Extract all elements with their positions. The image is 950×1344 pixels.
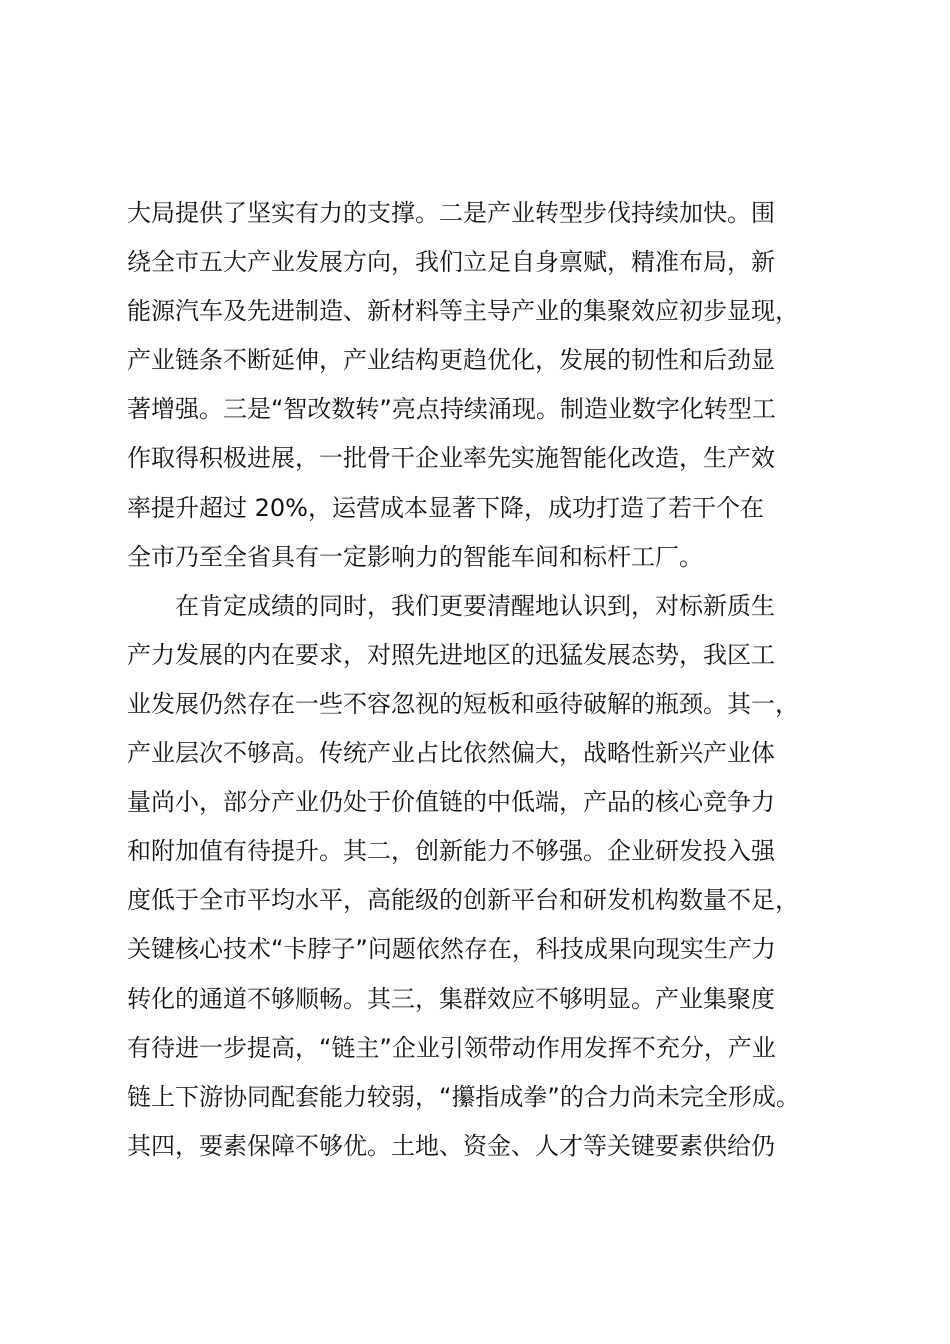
text-line: 和附加值有待提升。其二，创新能力不够强。企业研发投入强 (127, 837, 775, 866)
text-line: 能源汽车及先进制造、新材料等主导产业的集聚效应初步显现， (127, 297, 799, 326)
text-line: 著增强。三是“智改数转”亮点持续涌现。制造业数字化转型工 (127, 395, 776, 424)
text-line: 产业层次不够高。传统产业占比依然偏大，战略性新兴产业体 (127, 739, 775, 768)
text-line: 产业链条不断延伸，产业结构更趋优化，发展的韧性和后劲显 (127, 346, 775, 375)
text-line: 有待进一步提高，“链主”企业引领带动作用发挥不充分，产业 (127, 1033, 776, 1062)
text-line: 大局提供了坚实有力的支撑。二是产业转型步伐持续加快。围 (127, 199, 775, 227)
text-line: 关键核心技术“卡脖子”问题依然存在，科技成果向现实生产力 (127, 935, 776, 964)
text-line: 在肯定成绩的同时，我们更要清醒地认识到，对标新质生 (127, 591, 775, 620)
body-text (127, 189, 847, 1171)
text-line: 链上下游协同配套能力较弱，“攥指成拳”的合力尚未完全形成。 (127, 1082, 800, 1111)
text-line: 作取得积极进展，一批骨干企业率先实施智能化改造，生产效 (127, 444, 775, 473)
text-line: 度低于全市平均水平，高能级的创新平台和研发机构数量不足， (127, 886, 799, 915)
text-line: 率提升超过 20%，运营成本显著下降，成功打造了若干个在 (127, 493, 764, 522)
text-line: 产力发展的内在要求，对照先进地区的迅猛发展态势，我区工 (127, 640, 775, 669)
text-line: 全市乃至全省具有一定影响力的智能车间和标杆工厂。 (127, 542, 703, 571)
text-line: 业发展仍然存在一些不容忽视的短板和亟待破解的瓶颈。其一， (127, 689, 799, 718)
text-line: 转化的通道不够顺畅。其三，集群效应不够明显。产业集聚度 (127, 984, 775, 1013)
text-line: 绕全市五大产业发展方向，我们立足自身禀赋，精准布局，新 (127, 248, 775, 277)
text-line: 其四，要素保障不够优。土地、资金、人才等关键要素供给仍 (127, 1131, 775, 1160)
text-line: 量尚小，部分产业仍处于价值链的中低端，产品的核心竞争力 (127, 788, 775, 817)
